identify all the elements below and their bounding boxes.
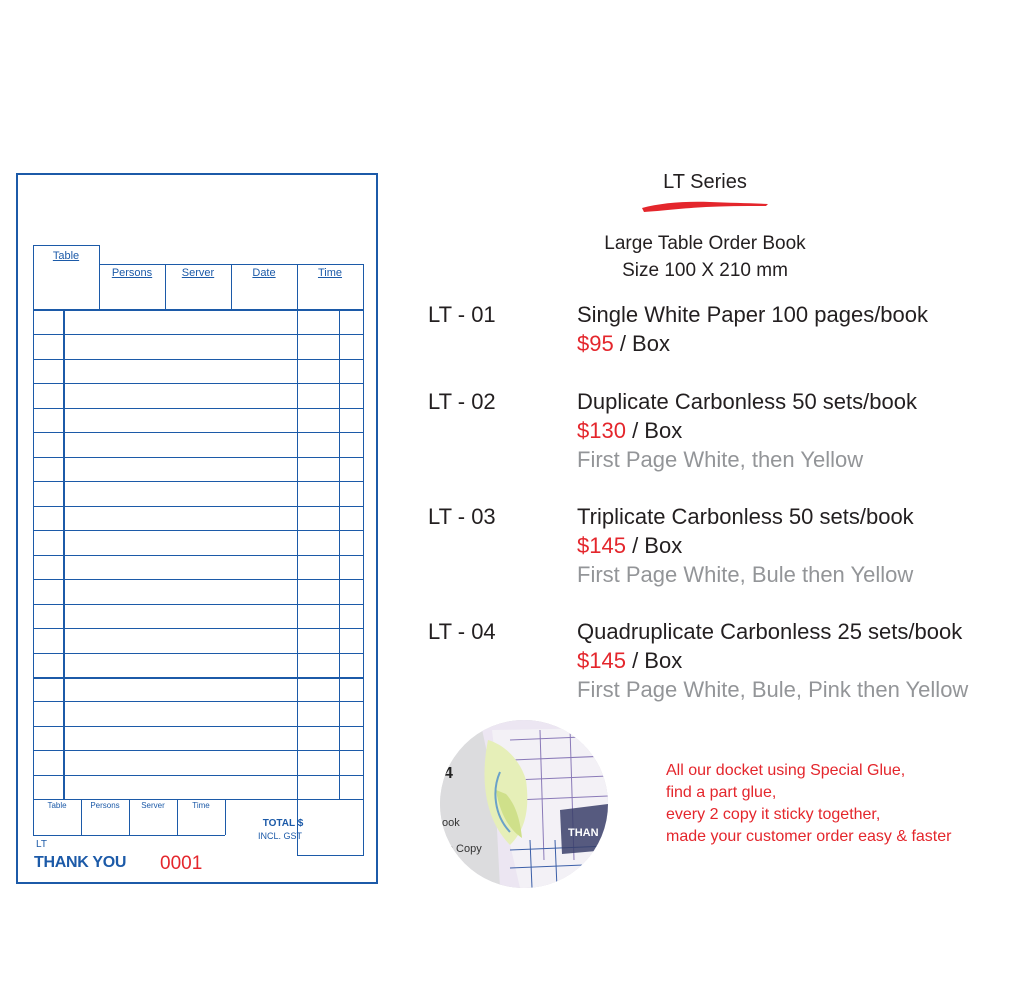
grid-row-line (33, 481, 364, 482)
thank-you-text: THANK YOU (34, 854, 127, 871)
product-unit: / Box (625, 418, 683, 443)
product-page-colors: First Page White, Bule, Pink then Yellow (577, 677, 969, 702)
product-page-colors: First Page White, Bule then Yellow (577, 562, 914, 587)
product-unit: / Box (625, 648, 683, 673)
gst-label: INCL. GST (257, 831, 302, 841)
grid-section-divider (33, 677, 364, 679)
red-brush-underline (640, 198, 772, 214)
total-box-bottom (297, 855, 364, 856)
table-box-top (33, 245, 99, 246)
product-description: Triplicate Carbonless 50 sets/book (577, 504, 914, 529)
grid-row-line (33, 432, 364, 433)
docket-header-table: Table (52, 250, 80, 262)
total-label: TOTAL $ (262, 818, 304, 829)
product-unit: / Box (613, 331, 670, 356)
product-unit: / Box (625, 533, 683, 558)
photo-copy-text: ss Copy (442, 843, 482, 855)
grid-bottom-border (33, 799, 364, 800)
product-price-line (577, 533, 682, 559)
series-title: LT Series (663, 171, 747, 193)
grid-row-line (33, 359, 364, 360)
product-price: $145 (577, 648, 626, 673)
grid-row-line (33, 701, 364, 702)
docket-header-time: Time (317, 267, 343, 279)
grid-row-line (33, 530, 364, 531)
glue-note-line: every 2 copy it sticky together, (666, 806, 881, 823)
photo-book-text: ook (442, 817, 460, 829)
footer-box-bottom (33, 835, 225, 836)
docket-stack-illustration (440, 720, 608, 888)
footer-label-table: Table (47, 801, 67, 810)
photo-thank-text: THAN (568, 827, 599, 839)
subtitle-size: Size 100 X 210 mm (622, 260, 788, 281)
grid-row-line (33, 506, 364, 507)
grid-row-line (33, 579, 364, 580)
footer-col-divider (225, 799, 226, 835)
docket-header-persons: Persons (111, 267, 153, 279)
grid-row-line (33, 604, 364, 605)
grid-row-line (33, 775, 364, 776)
grid-price-divider (297, 309, 298, 855)
glue-note-line: find a part glue, (666, 784, 777, 801)
subtitle-name: Large Table Order Book (604, 233, 806, 254)
footer-label-server: Server (141, 801, 165, 810)
docket-number: 0001 (160, 853, 203, 874)
glued-docket-photo (440, 720, 608, 888)
grid-row-line (33, 750, 364, 751)
order-docket-form (16, 173, 378, 884)
product-description: Single White Paper 100 pages/book (577, 302, 929, 327)
footer-label-persons: Persons (90, 801, 120, 810)
grid-row-line (33, 383, 364, 384)
series-code-label: LT (36, 839, 47, 850)
product-description: Duplicate Carbonless 50 sets/book (577, 389, 917, 414)
product-code: LT - 03 (428, 504, 496, 529)
product-price-line (577, 648, 682, 674)
product-price: $95 (577, 331, 614, 356)
grid-top-border (33, 309, 364, 311)
product-price-line (577, 418, 682, 444)
grid-row-line (33, 334, 364, 335)
product-price: $130 (577, 418, 626, 443)
grid-row-line (33, 555, 364, 556)
product-description: Quadruplicate Carbonless 25 sets/book (577, 619, 963, 644)
grid-row-line (33, 726, 364, 727)
header-col-divider (363, 264, 364, 309)
product-subtitle (560, 230, 850, 284)
grid-row-line (33, 457, 364, 458)
footer-label-time: Time (192, 801, 210, 810)
product-code: LT - 02 (428, 389, 496, 414)
grid-row-line (33, 628, 364, 629)
docket-header-server: Server (181, 267, 215, 279)
grid-right-border (363, 309, 364, 855)
grid-row-line (33, 408, 364, 409)
special-glue-note (666, 760, 951, 848)
glue-note-line: made your customer order easy & faster (666, 828, 952, 845)
glue-note-line: All our docket using Special Glue, (666, 762, 906, 779)
product-price: $145 (577, 533, 626, 558)
product-price-line (577, 331, 670, 357)
product-code: LT - 04 (428, 619, 496, 644)
product-code: LT - 01 (428, 302, 496, 327)
grid-row-line (33, 653, 364, 654)
product-page-colors: First Page White, then Yellow (577, 447, 864, 472)
photo-digit: 4 (444, 765, 453, 782)
docket-header-date: Date (252, 267, 276, 279)
